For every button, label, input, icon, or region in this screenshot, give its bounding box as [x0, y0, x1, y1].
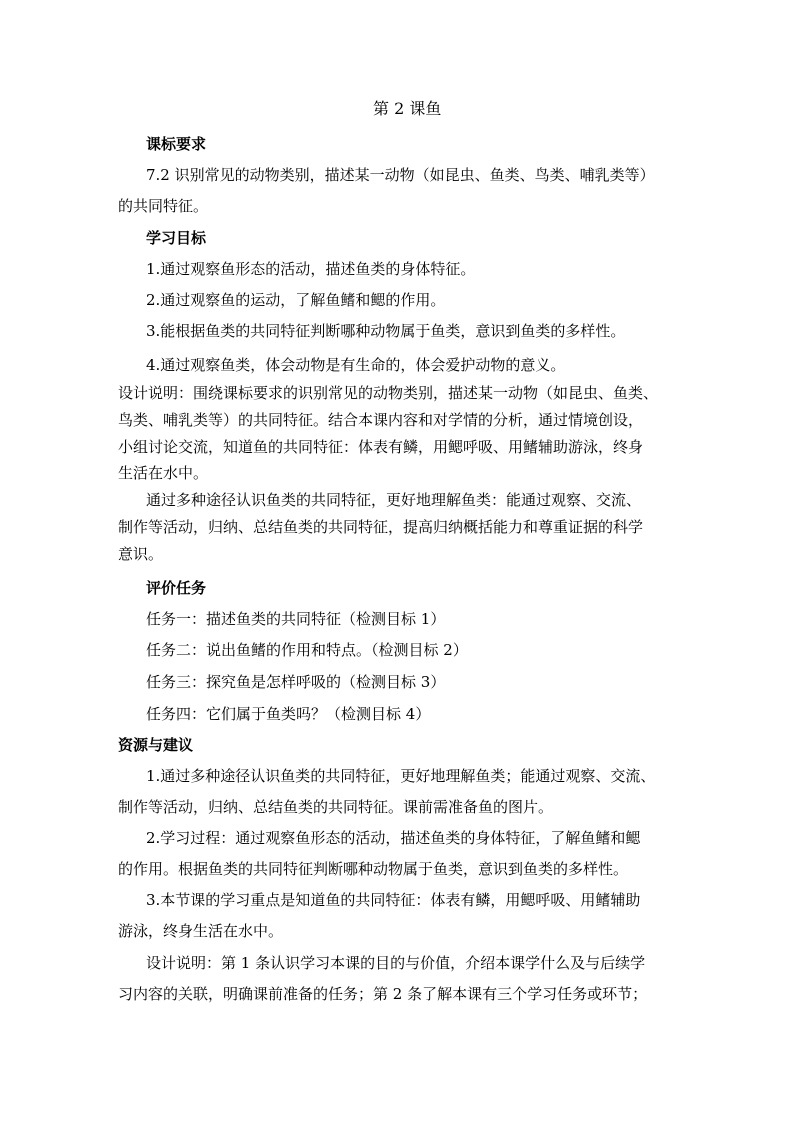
- section-heading-goals: 学习目标: [146, 229, 207, 247]
- task-item: 任务四：它们属于鱼类吗？（检测目标 4）: [146, 705, 431, 723]
- resource-text-line: 3.本节课的学习重点是知道鱼的共同特征：体表有鳞，用鳃呼吸、用鳍辅助: [146, 891, 641, 909]
- section-heading-tasks: 评价任务: [146, 579, 207, 597]
- design-note-line: 鸟类、哺乳类等）的共同特征。结合本课内容和对学情的分析，通过情境创设，: [118, 411, 644, 429]
- resource-text-line: 2.学习过程：通过观察鱼形态的活动，描述鱼类的身体特征，了解鱼鳍和鳃: [146, 829, 641, 847]
- design-note-line: 设计说明：围绕课标要求的识别常见的动物类别，描述某一动物（如昆虫、鱼类、: [118, 384, 659, 402]
- task-item: 任务三：探究鱼是怎样呼吸的（检测目标 3）: [146, 673, 446, 691]
- task-item: 任务二：说出鱼鳍的作用和特点。（检测目标 2）: [146, 641, 468, 659]
- goal-item: 4.通过观察鱼类，体会动物是有生命的，体会爱护动物的意义。: [146, 356, 566, 374]
- standards-text-line: 7.2 识别常见的动物类别，描述某一动物（如昆虫、鱼类、鸟类、哺乳类等）: [146, 166, 655, 184]
- page-title: 第 2 课鱼: [373, 99, 442, 118]
- resource-text-line: 1.通过多种途径认识鱼类的共同特征，更好地理解鱼类；能通过观察、交流、: [146, 767, 656, 785]
- design-note-line: 意识。: [118, 545, 164, 563]
- resource-text-line: 游泳，终身生活在水中。: [118, 922, 284, 940]
- design-note-line: 习内容的关联，明确课前准备的任务；第 2 条了解本课有三个学习任务或环节；: [118, 985, 648, 1003]
- goal-item: 3.能根据鱼类的共同特征判断哪种动物属于鱼类，意识到鱼类的多样性。: [146, 322, 626, 340]
- task-item: 任务一：描述鱼类的共同特征（检测目标 1）: [146, 610, 446, 628]
- goal-item: 1.通过观察鱼形态的活动，描述鱼类的身体特征。: [146, 260, 476, 278]
- goal-item: 2.通过观察鱼的运动，了解鱼鳍和鳃的作用。: [146, 291, 446, 309]
- design-note-line: 小组讨论交流，知道鱼的共同特征：体表有鳞，用鳃呼吸、用鳍辅助游泳，终身: [118, 438, 644, 456]
- resource-text-line: 制作等活动，归纳、总结鱼类的共同特征。课前需准备鱼的图片。: [118, 798, 554, 816]
- standards-text-line: 的共同特征。: [118, 197, 209, 215]
- design-note-line: 制作等活动，归纳、总结鱼类的共同特征，提高归纳概括能力和尊重证据的科学: [118, 518, 644, 536]
- resource-text-line: 的作用。根据鱼类的共同特征判断哪种动物属于鱼类，意识到鱼类的多样性。: [118, 860, 629, 878]
- design-note-line: 生活在水中。: [118, 464, 209, 482]
- section-heading-resources: 资源与建议: [118, 736, 194, 754]
- design-note-line: 设计说明：第 1 条认识学习本课的目的与价值，介绍本课学什么及与后续学: [146, 954, 646, 972]
- section-heading-standards: 课标要求: [146, 135, 207, 153]
- design-note-line: 通过多种途径认识鱼类的共同特征，更好地理解鱼类：能通过观察、交流、: [146, 491, 642, 509]
